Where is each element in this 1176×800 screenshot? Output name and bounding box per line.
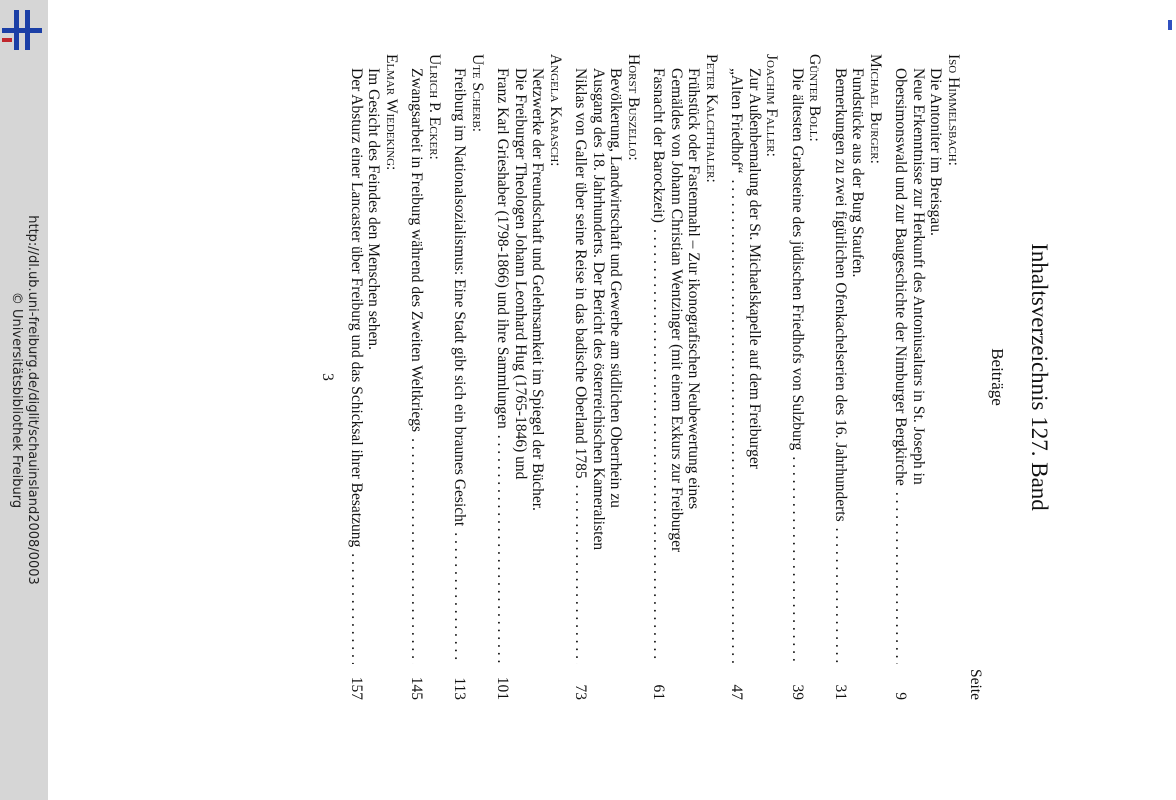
leader-dots	[892, 492, 910, 664]
toc-entry	[348, 54, 401, 700]
toc-title-line: Zwangsarbeit in Freiburg während des Zweiten Weltkriegs . . . 145	[408, 54, 426, 700]
toc-author: Ute Scherb:	[469, 54, 486, 133]
toc-title-line: Frühstück oder Fastenmahl – Zur ikonografischen Neubewertung eines	[685, 68, 703, 510]
toc-title-line: Die Freiburger Theologen Johann Leonhard Hug (1765-1846) und	[512, 68, 529, 480]
toc-entry	[728, 54, 781, 700]
toc-author: Horst Buszello:	[625, 54, 642, 161]
toc-entry	[572, 54, 642, 700]
toc-entry	[408, 54, 443, 700]
toc-entries	[340, 54, 963, 700]
toc-title-line: Neue Erkenntnisse zur Herkunft des Antoniusaltars in St. Joseph in	[910, 68, 927, 485]
section-subtitle: Beiträge	[988, 348, 1007, 406]
toc-page-number: 61	[650, 684, 668, 700]
toc-author: Günter Boll:	[806, 54, 824, 142]
toc-title-line: Zur Außenbemalung der St. Michaelskapelle auf dem Freiburger	[746, 68, 763, 469]
toc-title-line: „Alten Friedhof“ . . . 47	[728, 54, 746, 700]
toc-page-number: 39	[789, 684, 806, 700]
toc-title-line: Ausgang des 18. Jahrhunderts. Der Bericht des österreichischen Kameralisten	[590, 68, 607, 551]
page-edge-marker	[1168, 20, 1172, 30]
toc-page-number: 113	[451, 677, 469, 700]
leader-dots	[789, 456, 807, 664]
toc-author: Michael Burger:	[867, 54, 884, 164]
toc-entry	[494, 54, 564, 700]
copyright-text: © Universitätsbibliothek Freiburg	[9, 291, 24, 509]
leader-dots	[728, 179, 746, 664]
toc-title-line: Bevölkerung, Landwirtschaft und Gewerbe am südlichen Oberrhein zu	[607, 68, 625, 508]
toc-title-line: Der Absturz einer Lancaster über Freiburg und das Schicksal ihrer Besatzung . . . 157	[348, 54, 366, 700]
toc-page-number: 31	[832, 684, 849, 700]
viewer-source-note	[8, 0, 40, 800]
toc-page-number: 9	[892, 692, 910, 700]
toc-title-line: Fasnacht der Barockzeit) . . . 61	[650, 54, 668, 700]
viewer-sidebar	[0, 0, 48, 800]
toc-title-line: Niklas von Galler über seine Reise in das badische Oberland 1785 . . . 73	[572, 54, 590, 700]
toc-title-line: Fundstücke aus der Burg Staufen.	[849, 68, 867, 278]
toc-page-number: 145	[408, 676, 426, 700]
toc-page-number: 47	[728, 684, 746, 700]
toc-page-number: 101	[494, 676, 512, 700]
toc-entry	[451, 54, 486, 700]
page-number: 3	[319, 373, 336, 381]
toc-title-line: Im Gesicht des Feindes den Menschen sehen.	[365, 68, 383, 350]
page-column-header: Seite	[967, 669, 984, 700]
toc-author: Joachim Faller:	[763, 54, 781, 157]
toc-title-line: Obersimonswald und zur Baugeschichte der Nimburger Bergkirche . . . 9	[892, 54, 910, 700]
toc-entry	[832, 54, 885, 700]
document-page	[48, 0, 1176, 800]
leader-dots	[650, 229, 668, 664]
toc-author: Iso Himmelsbach:	[945, 54, 962, 166]
toc-title-line: Gemäldes von Johann Christian Wentzinger (mit einem Exkurs zur Freiburger	[668, 68, 685, 553]
toc-title-line: Bemerkungen zu zwei figürlichen Ofenkachelserien des 16. Jahrhunderts . . . 31	[832, 54, 850, 700]
page-title: Inhaltsverzeichnis 127. Band	[1027, 243, 1052, 511]
toc-author: Peter Kalchthaler:	[703, 54, 720, 183]
leader-dots	[348, 553, 366, 664]
toc-page-number: 73	[572, 684, 590, 700]
source-url[interactable]: http://dl.ub.uni-freiburg.de/diglit/schauinsland2008/0003	[25, 215, 40, 585]
toc-title-line: Franz Karl Grieshaber (1798-1866) und ihre Sammlungen . . . 101	[494, 54, 512, 700]
toc-entry	[789, 54, 824, 700]
toc-content	[148, 54, 1052, 700]
leader-dots	[451, 532, 469, 664]
toc-author: Angela Karasch:	[547, 54, 564, 167]
toc-author: Elmar Wiedeking:	[383, 54, 400, 171]
leader-dots	[832, 528, 850, 664]
toc-entry	[650, 54, 720, 700]
toc-title-line: Netzwerke der Freundschaft und Gelehrsamkeit im Spiegel der Bücher.	[529, 68, 547, 511]
leader-dots	[408, 438, 426, 664]
toc-title-line: Freiburg im Nationalsozialismus: Eine Stadt gibt sich ein braunes Gesicht . . . 113	[451, 54, 469, 700]
leader-dots	[572, 485, 590, 664]
toc-entry	[892, 54, 962, 700]
leader-dots	[494, 435, 512, 664]
toc-page-number: 157	[348, 676, 365, 700]
toc-author: Ulrich P. Ecker:	[426, 54, 443, 160]
toc-title-line: Die Antoniter im Breisgau.	[927, 68, 945, 236]
toc-title-line: Die ältesten Grabsteine des jüdischen Friedhofs von Sulzburg . . . 39	[789, 54, 807, 700]
